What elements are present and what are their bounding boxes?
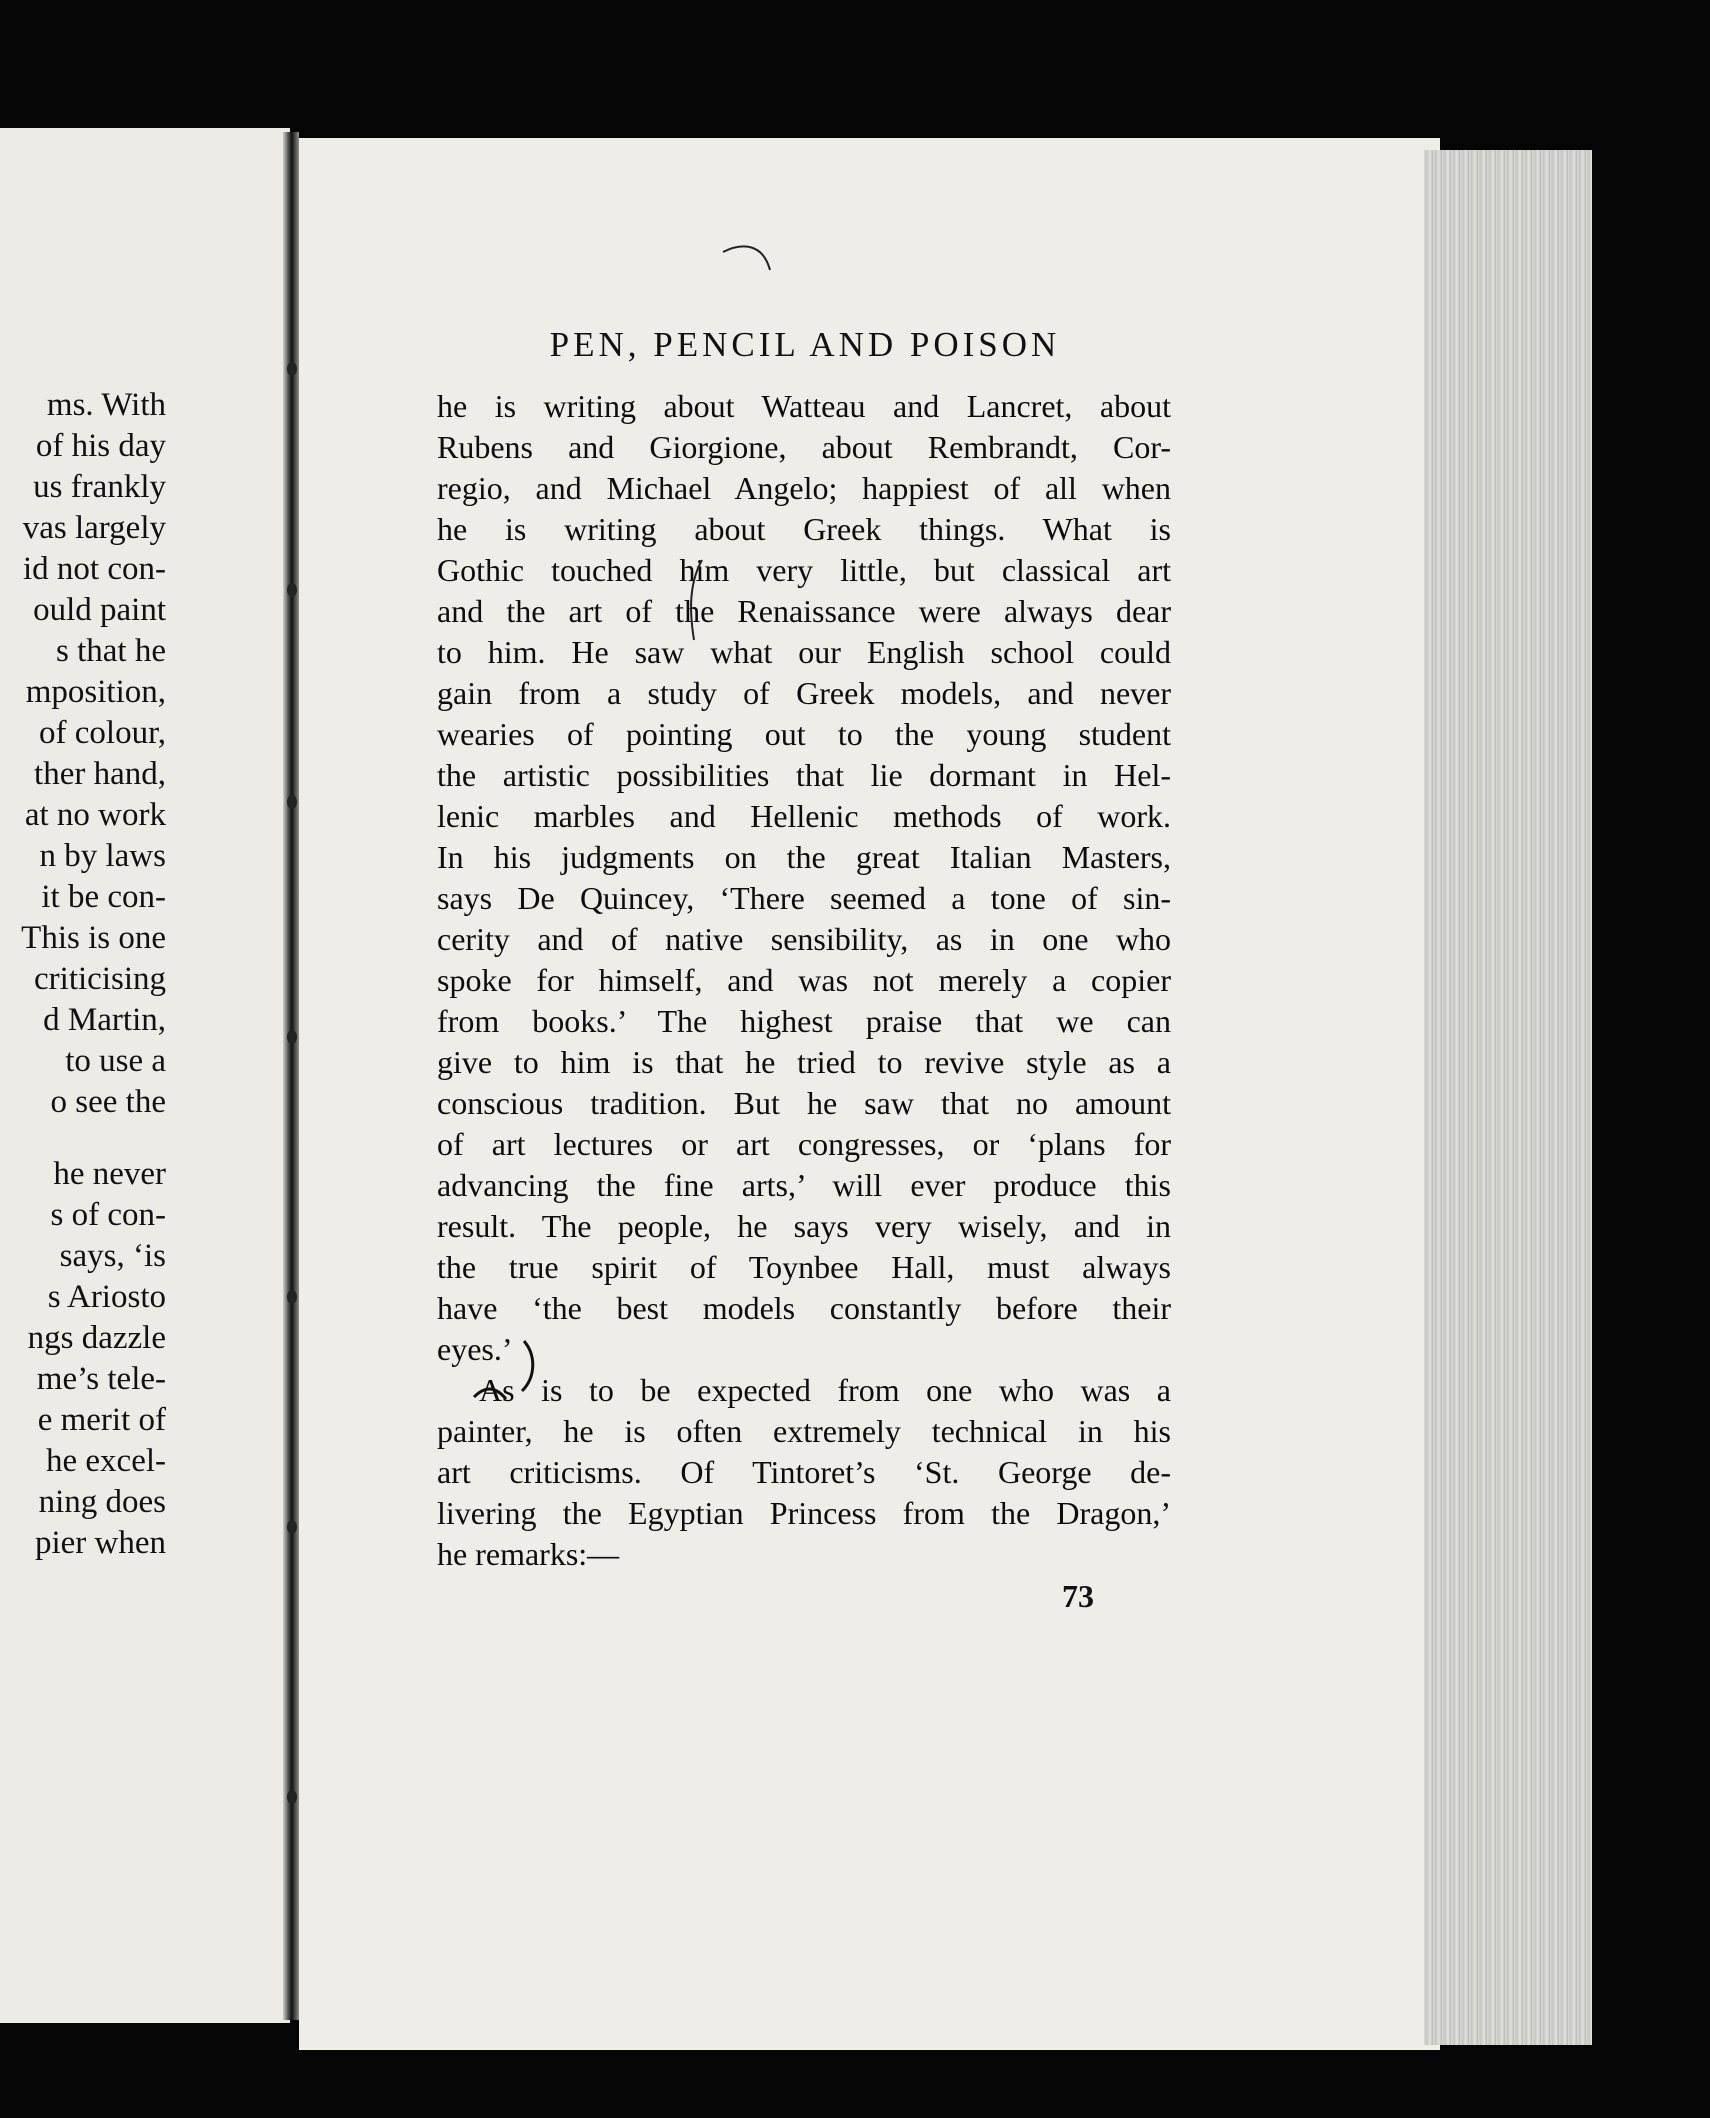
text-line: he is writing about Watteau and Lancret, about — [437, 388, 1171, 424]
pen-mark — [680, 555, 710, 645]
left-page-line: id not con- — [23, 551, 166, 587]
left-page-line: he excel- — [46, 1443, 166, 1479]
left-page-line: says, ‘is — [59, 1238, 166, 1274]
left-page-line: of his day — [35, 428, 166, 464]
text-line: the true spirit of Toynbee Hall, must always — [437, 1249, 1171, 1285]
book-gutter — [283, 132, 299, 2020]
text-line: he is writing about Greek things. What is — [437, 511, 1171, 547]
text-line: livering the Egyptian Princess from the Dragon,’ — [437, 1495, 1171, 1531]
text-line: advancing the fine arts,’ will ever produce this — [437, 1167, 1171, 1203]
text-line: wearies of pointing out to the young student — [437, 716, 1171, 752]
text-line: and the art of the Renaissance were always dear — [437, 593, 1171, 629]
text-line: of art lectures or art congresses, or ‘plans for — [437, 1126, 1171, 1162]
binding-stitch — [287, 1790, 297, 1804]
text-line: cerity and of native sensibility, as in one who — [437, 921, 1171, 957]
text-line: from books.’ The highest praise that we can — [437, 1003, 1171, 1039]
text-line: As is to be expected from one who was a — [479, 1372, 1171, 1408]
running-head: PEN, PENCIL AND POISON — [549, 325, 1061, 364]
left-page-line: he never — [53, 1156, 166, 1192]
binding-stitch — [287, 583, 297, 597]
page-edge-stack — [1424, 150, 1592, 2045]
left-page-line: of colour, — [39, 715, 166, 751]
left-page-line: ning does — [38, 1484, 166, 1520]
binding-stitch — [287, 362, 297, 376]
text-line: gain from a study of Greek models, and never — [437, 675, 1171, 711]
pen-mark — [466, 1335, 556, 1405]
text-line: Rubens and Giorgione, about Rembrandt, Cor- — [437, 429, 1171, 465]
text-line: result. The people, he says very wisely, and in — [437, 1208, 1171, 1244]
binding-stitch — [287, 795, 297, 809]
left-page-line: ms. With — [46, 387, 166, 423]
text-line: give to him is that he tried to revive style as a — [437, 1044, 1171, 1080]
left-page-line: n by laws — [39, 838, 166, 874]
text-line: the artistic possibilities that lie dormant in Hel- — [437, 757, 1171, 793]
left-page-line: vas largely — [22, 510, 166, 546]
left-page-line: ould paint — [33, 592, 166, 628]
left-page-text — [0, 385, 166, 1564]
paragraph-gap — [0, 1123, 166, 1154]
left-page-line: me’s tele- — [36, 1361, 166, 1397]
text-line: he remarks:— — [437, 1536, 620, 1572]
left-page-line: criticising — [34, 961, 166, 997]
text-line: art criticisms. Of Tintoret’s ‘St. George de- — [437, 1454, 1171, 1490]
left-page-line: This is one — [21, 920, 166, 956]
left-page-line: s Ariosto — [47, 1279, 166, 1315]
pen-mark — [718, 240, 778, 280]
left-page-line: us frankly — [33, 469, 166, 505]
text-line: lenic marbles and Hellenic methods of work. — [437, 798, 1171, 834]
left-page-line: ngs dazzle — [27, 1320, 166, 1356]
left-page-line: at no work — [24, 797, 166, 833]
left-page-line: it be con- — [41, 879, 166, 915]
page-number: 73 — [1062, 1578, 1094, 1614]
left-page-line: e merit of — [37, 1402, 166, 1438]
left-page-line: o see the — [50, 1084, 166, 1120]
binding-stitch — [287, 1520, 297, 1534]
left-page-line: s of con- — [50, 1197, 166, 1233]
text-line: to him. He saw what our English school could — [437, 634, 1171, 670]
text-line: conscious tradition. But he saw that no amount — [437, 1085, 1171, 1121]
left-page-line: s that he — [56, 633, 166, 669]
text-line: spoke for himself, and was not merely a copier — [437, 962, 1171, 998]
text-line: Gothic touched him very little, but classical art — [437, 552, 1171, 588]
left-page-line: pier when — [34, 1525, 166, 1561]
binding-stitch — [287, 1030, 297, 1044]
text-line: says De Quincey, ‘There seemed a tone of sin- — [437, 880, 1171, 916]
text-line: In his judgments on the great Italian Masters, — [437, 839, 1171, 875]
text-line: have ‘the best models constantly before their — [437, 1290, 1171, 1326]
left-page-line: ther hand, — [34, 756, 166, 792]
left-page-line: mposition, — [25, 674, 166, 710]
left-page-line: to use a — [65, 1043, 166, 1079]
text-line: regio, and Michael Angelo; happiest of all when — [437, 470, 1171, 506]
binding-stitch — [287, 1290, 297, 1304]
text-line: painter, he is often extremely technical in his — [437, 1413, 1171, 1449]
text-line: eyes.’ — [437, 1331, 513, 1367]
left-page-line: d Martin, — [43, 1002, 166, 1038]
